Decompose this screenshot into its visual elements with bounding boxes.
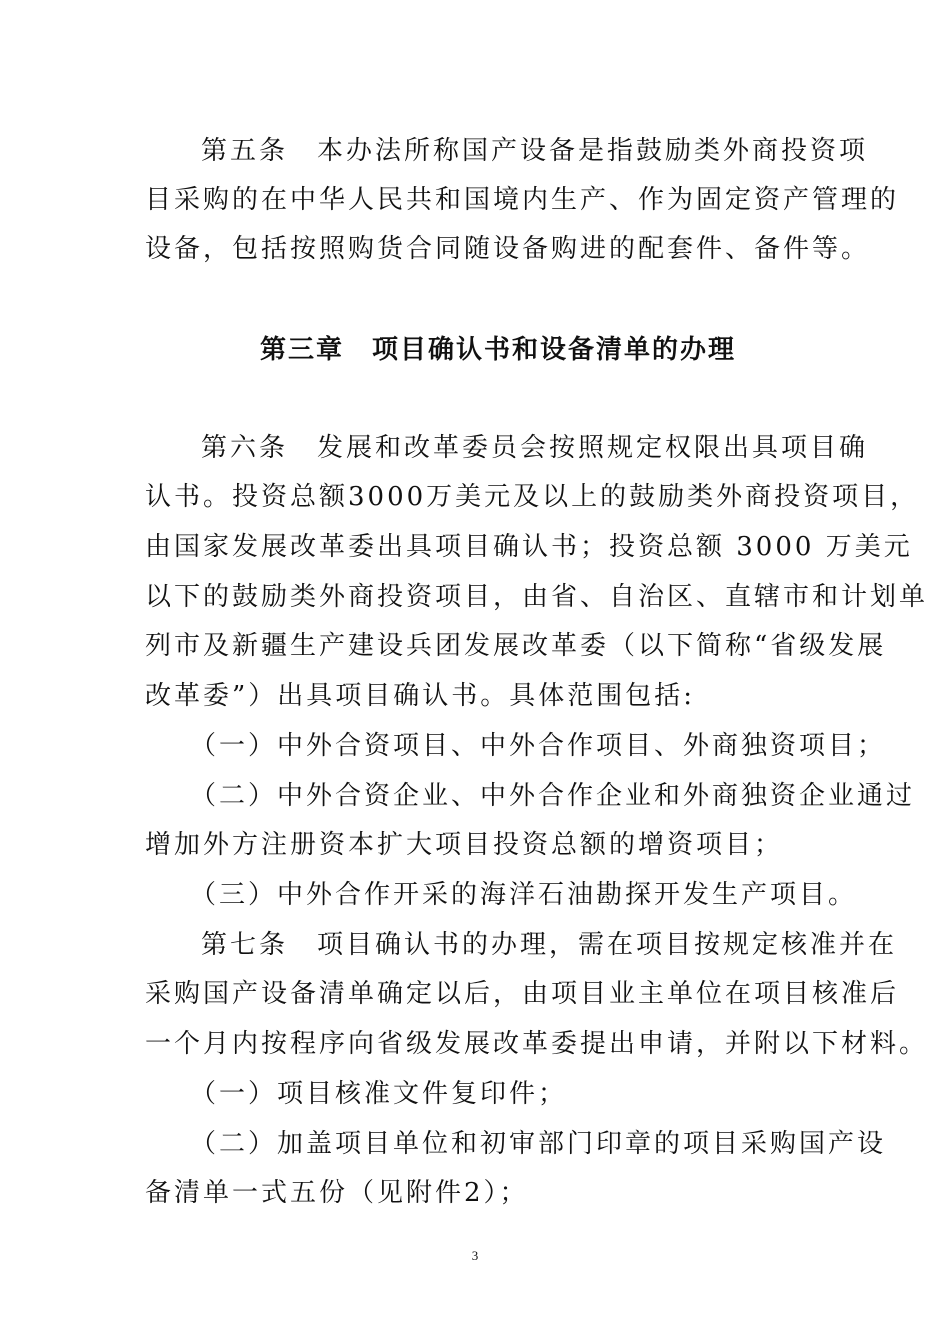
- page-number: 3: [471, 1248, 479, 1263]
- article-6-line-2: 认书。投资总额3000万美元及以上的鼓励类外商投资项目，: [145, 482, 920, 512]
- article-6-line-6: 改革委”）出具项目确认书。具体范围包括:: [145, 681, 696, 711]
- article-5-line-3: 设备，包括按照购货合同随设备购进的配套件、备件等。: [145, 234, 871, 264]
- article-6-item-3: （三）中外合作开采的海洋石油勘探开发生产项目。: [190, 880, 858, 910]
- article-6-line-5: 列市及新疆生产建设兵团发展改革委（以下简称“省级发展: [145, 631, 887, 661]
- chapter-3-heading: 第三章 项目确认书和设备清单的办理: [260, 335, 737, 365]
- article-7-line-1: 第七条 项目确认书的办理，需在项目按规定核准并在: [201, 930, 898, 960]
- article-5-line-2: 目采购的在中华人民共和国境内生产、作为固定资产管理的: [145, 185, 900, 215]
- article-6-item-2: （二）中外合资企业、中外合作企业和外商独资企业通过: [190, 781, 916, 811]
- article-7-line-3: 一个月内按程序向省级发展改革委提出申请，并附以下材料。: [145, 1029, 929, 1059]
- article-7-item-2-continued: 备清单一式五份（见附件2）；: [145, 1178, 529, 1208]
- article-6-line-4: 以下的鼓励类外商投资项目，由省、自治区、直辖市和计划单: [145, 582, 929, 612]
- article-6-item-1: （一）中外合资项目、中外合作项目、外商独资项目；: [190, 731, 887, 761]
- article-6-item-2-continued: 增加外方注册资本扩大项目投资总额的增资项目；: [145, 830, 784, 860]
- article-7-line-2: 采购国产设备清单确定以后，由项目业主单位在项目核准后: [145, 979, 900, 1009]
- article-6-line-3: 由国家发展改革委出具项目确认书；投资总额 3000 万美元: [145, 532, 913, 562]
- article-5-line-1: 第五条 本办法所称国产设备是指鼓励类外商投资项: [201, 136, 869, 166]
- article-7-item-2: （二）加盖项目单位和初审部门印章的项目采购国产设: [190, 1129, 887, 1159]
- article-6-line-1: 第六条 发展和改革委员会按照规定权限出具项目确: [201, 433, 869, 463]
- article-7-item-1: （一）项目核准文件复印件；: [190, 1079, 568, 1109]
